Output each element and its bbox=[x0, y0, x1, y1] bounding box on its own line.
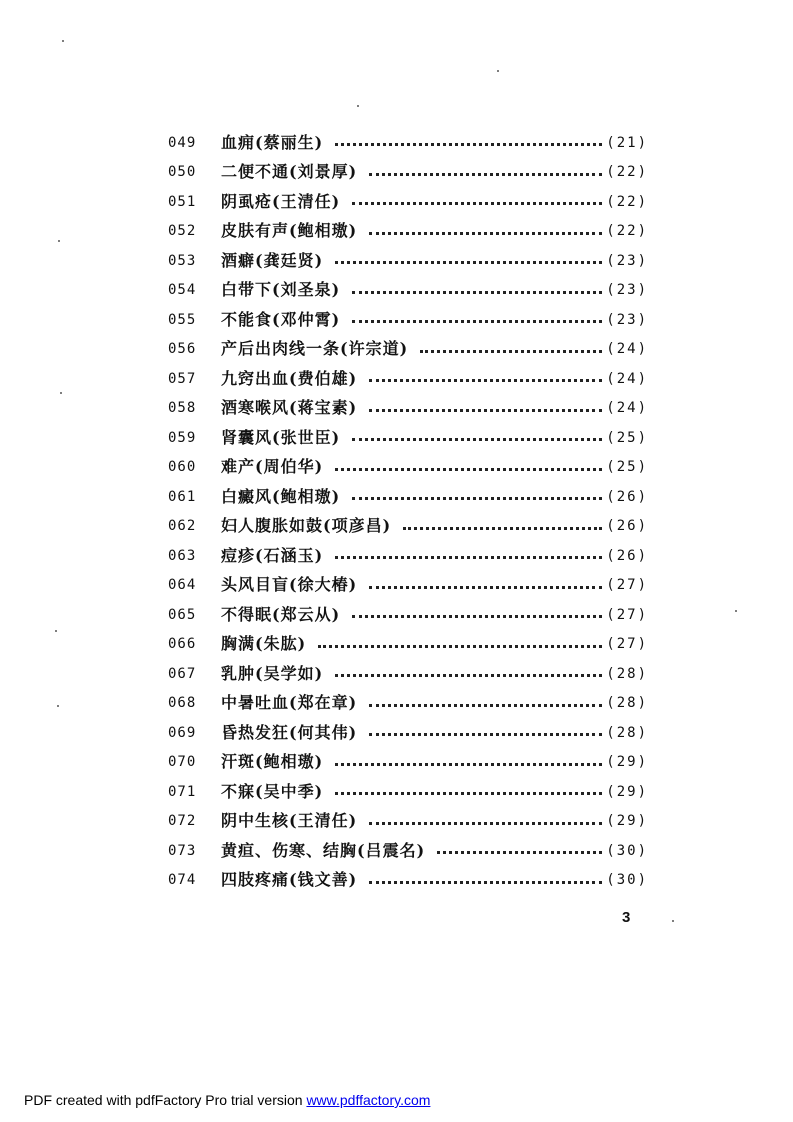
dot-leader bbox=[335, 674, 602, 677]
dot-leader bbox=[352, 615, 602, 618]
entry-title: 不寐(吴中季) bbox=[221, 781, 324, 801]
entry-page: (26) bbox=[606, 488, 648, 505]
entry-title: 胸满(朱肱) bbox=[221, 634, 307, 654]
entry-page: (21) bbox=[606, 134, 648, 151]
entry-number: 072 bbox=[168, 813, 197, 830]
toc-entry bbox=[168, 512, 648, 542]
toc-entry bbox=[168, 158, 648, 188]
page-number: 3 bbox=[622, 909, 631, 926]
entry-title: 黄疸、伤寒、结胸(吕震名) bbox=[221, 840, 426, 860]
entry-page: (30) bbox=[606, 842, 648, 859]
entry-page: (22) bbox=[606, 164, 648, 181]
entry-number: 063 bbox=[168, 547, 197, 564]
entry-page: (29) bbox=[606, 813, 648, 830]
scan-speck bbox=[62, 40, 64, 42]
entry-title: 头风目盲(徐大椿) bbox=[221, 575, 358, 595]
toc-entry bbox=[168, 187, 648, 217]
entry-title: 难产(周伯华) bbox=[221, 457, 324, 477]
entry-page: (29) bbox=[606, 754, 648, 771]
dot-leader bbox=[420, 350, 602, 353]
toc-entry bbox=[168, 571, 648, 601]
toc-entry bbox=[168, 777, 648, 807]
entry-number: 074 bbox=[168, 872, 197, 889]
scan-speck bbox=[735, 610, 737, 612]
dot-leader bbox=[437, 851, 602, 854]
entry-page: (26) bbox=[606, 547, 648, 564]
entry-number: 052 bbox=[168, 223, 197, 240]
scan-speck bbox=[57, 705, 59, 707]
entry-page: (22) bbox=[606, 193, 648, 210]
entry-number: 058 bbox=[168, 400, 197, 417]
entry-number: 066 bbox=[168, 636, 197, 653]
entry-number: 049 bbox=[168, 134, 197, 151]
entry-number: 059 bbox=[168, 429, 197, 446]
toc-entry bbox=[168, 866, 648, 896]
entry-page: (24) bbox=[606, 400, 648, 417]
entry-page: (27) bbox=[606, 636, 648, 653]
dot-leader bbox=[318, 645, 602, 648]
dot-leader bbox=[369, 409, 602, 412]
table-of-contents bbox=[168, 128, 648, 895]
entry-title: 酒癖(龚廷贤) bbox=[221, 250, 324, 270]
entry-title: 乳肿(吴学如) bbox=[221, 663, 324, 683]
scan-speck bbox=[58, 240, 60, 242]
entry-page: (25) bbox=[606, 459, 648, 476]
toc-entry bbox=[168, 335, 648, 365]
entry-title: 白带下(刘圣泉) bbox=[221, 280, 341, 300]
entry-page: (28) bbox=[606, 724, 648, 741]
entry-page: (23) bbox=[606, 252, 648, 269]
entry-number: 060 bbox=[168, 459, 197, 476]
toc-entry bbox=[168, 246, 648, 276]
toc-entry bbox=[168, 305, 648, 335]
toc-entry bbox=[168, 541, 648, 571]
entry-title: 妇人腹胀如鼓(项彦昌) bbox=[221, 516, 392, 536]
entry-page: (30) bbox=[606, 872, 648, 889]
scan-speck bbox=[55, 630, 57, 632]
entry-number: 067 bbox=[168, 665, 197, 682]
entry-title: 阴中生核(王清任) bbox=[221, 811, 358, 831]
entry-title: 血痈(蔡丽生) bbox=[221, 132, 324, 152]
footer-text: PDF created with pdfFactory Pro trial version bbox=[24, 1092, 307, 1108]
toc-entry bbox=[168, 630, 648, 660]
dot-leader bbox=[403, 527, 602, 530]
entry-number: 071 bbox=[168, 783, 197, 800]
dot-leader bbox=[335, 556, 602, 559]
dot-leader bbox=[335, 792, 602, 795]
entry-number: 062 bbox=[168, 518, 197, 535]
dot-leader bbox=[369, 822, 602, 825]
scan-speck bbox=[60, 392, 62, 394]
toc-entry bbox=[168, 423, 648, 453]
toc-entry bbox=[168, 217, 648, 247]
dot-leader bbox=[369, 704, 602, 707]
entry-number: 073 bbox=[168, 842, 197, 859]
entry-number: 050 bbox=[168, 164, 197, 181]
entry-number: 057 bbox=[168, 370, 197, 387]
entry-number: 051 bbox=[168, 193, 197, 210]
entry-number: 056 bbox=[168, 341, 197, 358]
entry-title: 肾囊风(张世臣) bbox=[221, 427, 341, 447]
dot-leader bbox=[369, 733, 602, 736]
entry-page: (23) bbox=[606, 311, 648, 328]
toc-entry bbox=[168, 276, 648, 306]
dot-leader bbox=[369, 881, 602, 884]
entry-page: (25) bbox=[606, 429, 648, 446]
toc-entry bbox=[168, 748, 648, 778]
dot-leader bbox=[335, 468, 602, 471]
entry-number: 053 bbox=[168, 252, 197, 269]
entry-title: 白癜风(鲍相璈) bbox=[221, 486, 341, 506]
scan-speck bbox=[357, 105, 359, 107]
toc-entry bbox=[168, 836, 648, 866]
entry-number: 069 bbox=[168, 724, 197, 741]
entry-number: 065 bbox=[168, 606, 197, 623]
toc-entry bbox=[168, 807, 648, 837]
entry-title: 不能食(邓仲霄) bbox=[221, 309, 341, 329]
toc-entry bbox=[168, 600, 648, 630]
toc-entry bbox=[168, 482, 648, 512]
dot-leader bbox=[369, 379, 602, 382]
scan-speck bbox=[497, 70, 499, 72]
entry-page: (27) bbox=[606, 577, 648, 594]
entry-page: (28) bbox=[606, 695, 648, 712]
footer-link[interactable]: www.pdffactory.com bbox=[306, 1092, 431, 1108]
entry-page: (24) bbox=[606, 370, 648, 387]
entry-title: 汗斑(鲍相璈) bbox=[221, 752, 324, 772]
toc-entry bbox=[168, 689, 648, 719]
entry-page: (29) bbox=[606, 783, 648, 800]
toc-entry bbox=[168, 718, 648, 748]
entry-number: 068 bbox=[168, 695, 197, 712]
entry-number: 070 bbox=[168, 754, 197, 771]
entry-page: (27) bbox=[606, 606, 648, 623]
entry-title: 昏热发狂(何其伟) bbox=[221, 722, 358, 742]
entry-page: (24) bbox=[606, 341, 648, 358]
scan-speck bbox=[672, 920, 674, 922]
dot-leader bbox=[352, 497, 602, 500]
entry-number: 055 bbox=[168, 311, 197, 328]
dot-leader bbox=[352, 291, 602, 294]
entry-title: 阴虱疮(王清任) bbox=[221, 191, 341, 211]
entry-title: 中暑吐血(郑在章) bbox=[221, 693, 358, 713]
entry-title: 四肢疼痛(钱文善) bbox=[221, 870, 358, 890]
toc-entry bbox=[168, 394, 648, 424]
dot-leader bbox=[335, 143, 602, 146]
entry-number: 061 bbox=[168, 488, 197, 505]
entry-page: (26) bbox=[606, 518, 648, 535]
dot-leader bbox=[335, 763, 602, 766]
dot-leader bbox=[335, 261, 602, 264]
entry-title: 九窍出血(费伯雄) bbox=[221, 368, 358, 388]
entry-page: (28) bbox=[606, 665, 648, 682]
dot-leader bbox=[352, 320, 602, 323]
dot-leader bbox=[369, 173, 602, 176]
entry-page: (22) bbox=[606, 223, 648, 240]
entry-title: 不得眠(郑云从) bbox=[221, 604, 341, 624]
toc-entry bbox=[168, 453, 648, 483]
toc-entry bbox=[168, 128, 648, 158]
entry-page: (23) bbox=[606, 282, 648, 299]
dot-leader bbox=[369, 232, 602, 235]
toc-entry bbox=[168, 659, 648, 689]
pdf-footer bbox=[24, 1092, 430, 1108]
dot-leader bbox=[369, 586, 602, 589]
dot-leader bbox=[352, 438, 602, 441]
entry-title: 痘疹(石涵玉) bbox=[221, 545, 324, 565]
entry-title: 二便不通(刘景厚) bbox=[221, 162, 358, 182]
dot-leader bbox=[352, 202, 602, 205]
entry-title: 皮肤有声(鲍相璈) bbox=[221, 221, 358, 241]
entry-number: 054 bbox=[168, 282, 197, 299]
entry-title: 产后出肉线一条(许宗道) bbox=[221, 339, 409, 359]
entry-number: 064 bbox=[168, 577, 197, 594]
entry-title: 酒寒喉风(蒋宝素) bbox=[221, 398, 358, 418]
toc-entry bbox=[168, 364, 648, 394]
